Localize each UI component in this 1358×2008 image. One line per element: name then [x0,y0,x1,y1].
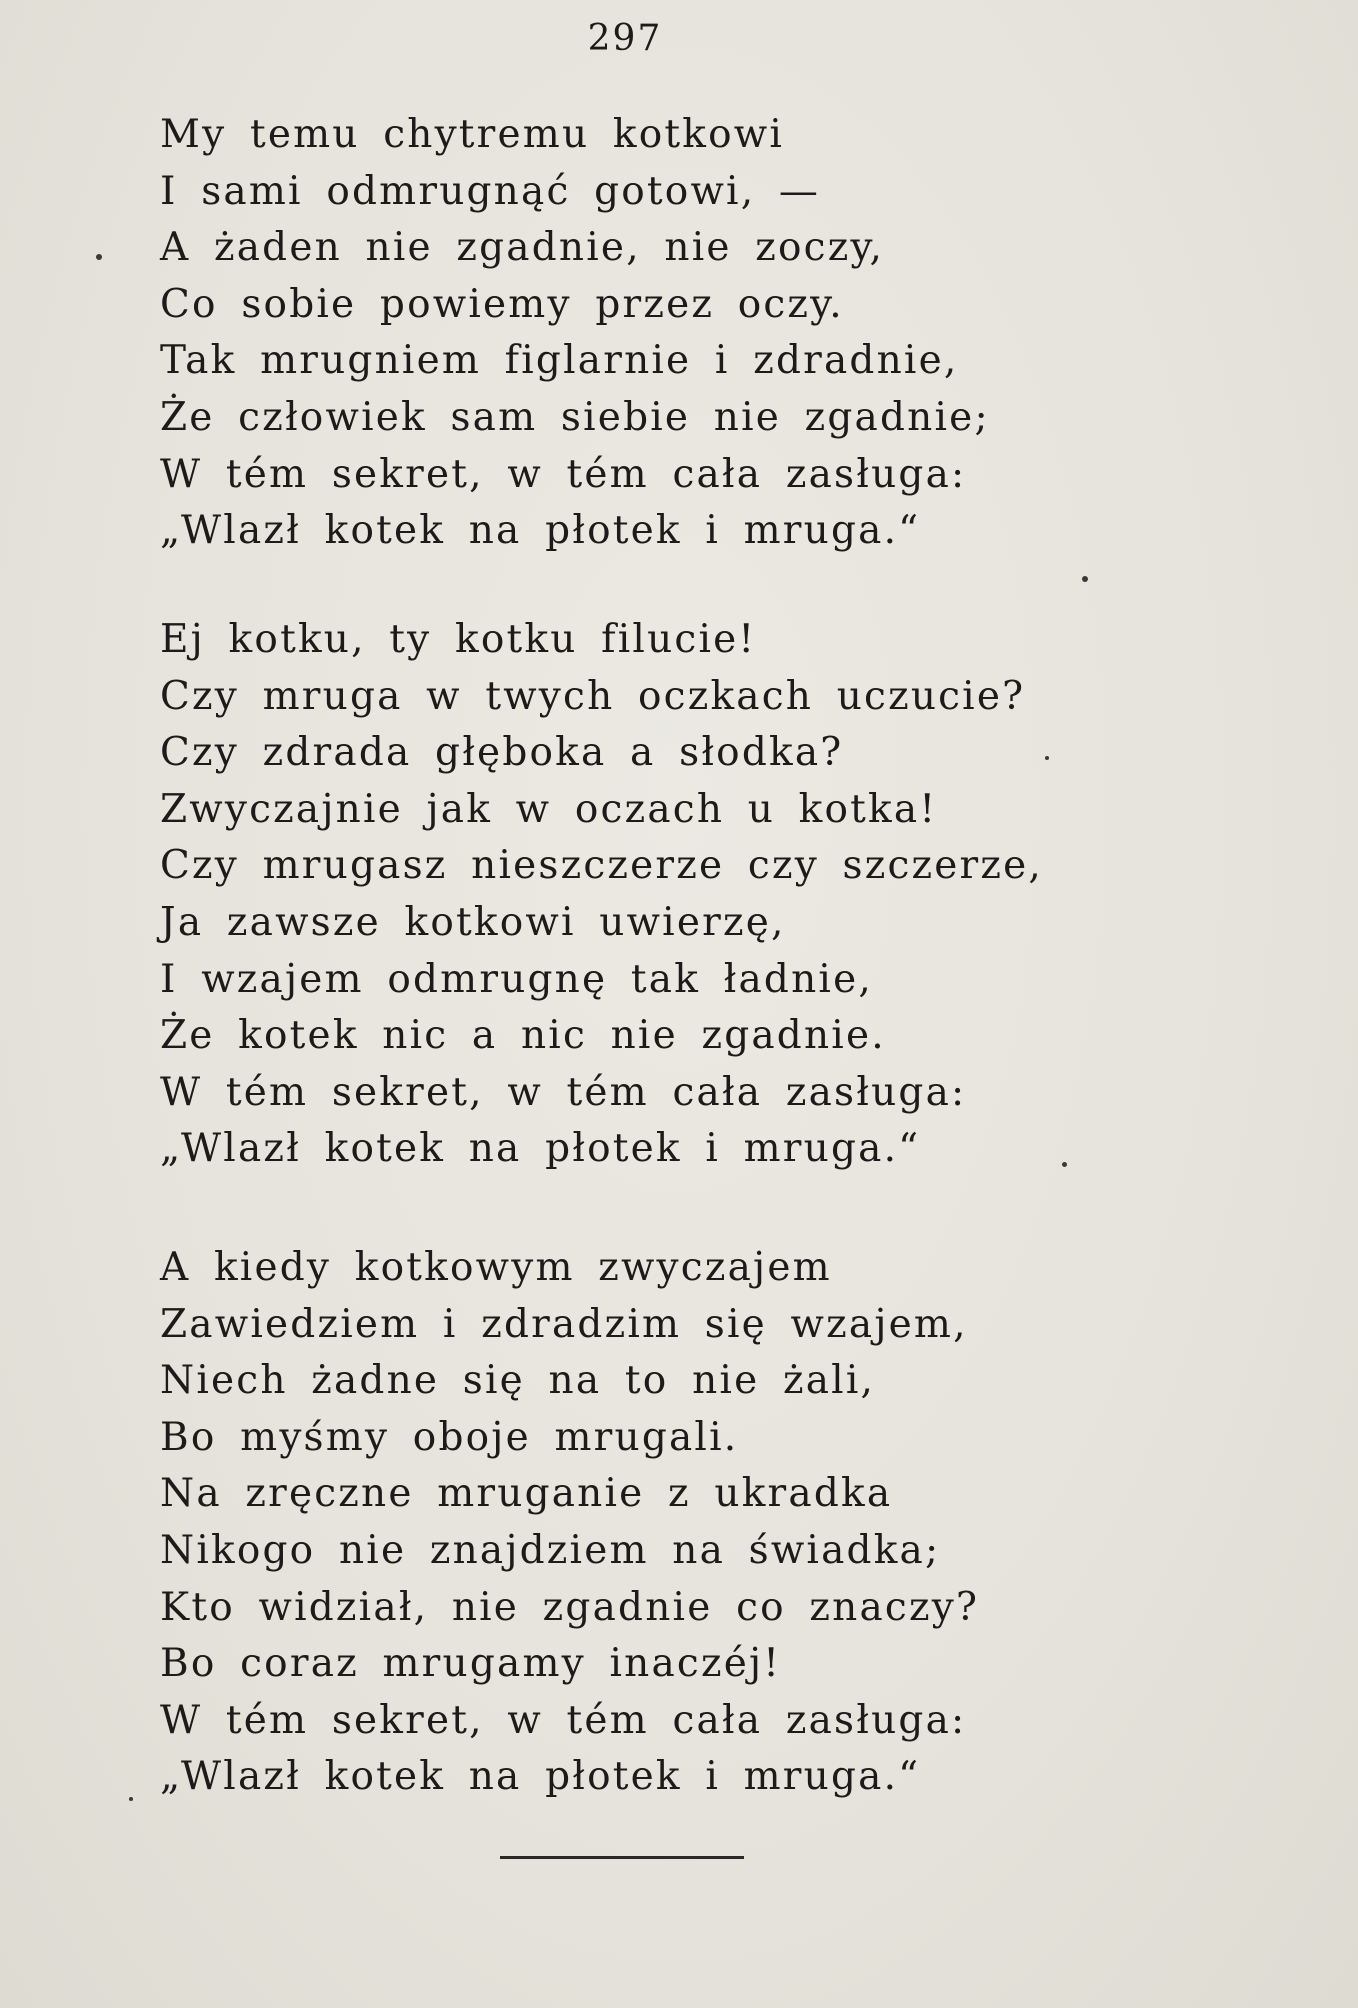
verse-line: Ja zawsze kotkowi uwierzę, [160,899,786,945]
verse-line: Czy mrugasz nieszczerze czy szczerze, [160,843,1044,889]
verse-line: Co sobie powiemy przez oczy. [160,281,844,327]
verse-line: W tém sekret, w tém cała zasługa: [160,1697,967,1743]
paper-speck [1082,576,1088,582]
verse-line: „Wlazł kotek na płotek i mruga.“ [160,508,921,554]
stanza-3 [160,1240,979,1806]
verse-line: I sami odmrugnąć gotowi, — [160,168,821,214]
verse-line: Tak mrugniem figlarnie i zdradnie, [160,338,959,384]
verse-line: Nikogo nie znajdziem na świadka; [160,1527,941,1573]
verse-line: Że kotek nic a nic nie zgadnie. [160,1013,886,1059]
verse-line: A kiedy kotkowym zwyczajem [160,1245,832,1290]
paper-speck [1062,1162,1067,1167]
verse-line: Czy zdrada głęboka a słodka? [160,730,844,776]
verse-line: Kto widział, nie zgadnie co znaczy? [160,1584,980,1630]
verse-line: Zwyczajnie jak w oczach u kotka! [160,786,938,832]
end-rule [500,1856,744,1859]
verse-line: Na zręczne mruganie z ukradka [160,1471,893,1517]
stanza-1 [160,107,990,560]
stanza-2 [160,612,1043,1178]
verse-line: Że człowiek sam siebie nie zgadnie; [160,394,990,440]
paper-speck [1045,756,1049,760]
verse-line: I wzajem odmrugnę tak ładnie, [160,956,873,1002]
verse-line: Czy mruga w twych oczkach uczucie? [160,673,1026,719]
paper-speck [96,254,102,260]
page-number: 297 [587,18,663,59]
verse-line: Ej kotku, ty kotku filucie! [160,617,757,662]
verse-line: My temu chytremu kotkowi [160,112,785,157]
verse-line: Bo coraz mrugamy inaczéj! [160,1641,782,1687]
verse-line: Zawiedziem i zdradzim się wzajem, [160,1301,968,1347]
verse-line: Niech żadne się na to nie żali, [160,1358,876,1404]
verse-line: W tém sekret, w tém cała zasługa: [160,451,967,497]
verse-line: Bo myśmy oboje mrugali. [160,1414,739,1460]
verse-line: „Wlazł kotek na płotek i mruga.“ [160,1126,921,1172]
verse-line: W tém sekret, w tém cała zasługa: [160,1069,967,1115]
paper-speck [129,1797,133,1801]
verse-line: „Wlazł kotek na płotek i mruga.“ [160,1754,921,1800]
verse-line: A żaden nie zgadnie, nie zoczy, [160,225,885,271]
